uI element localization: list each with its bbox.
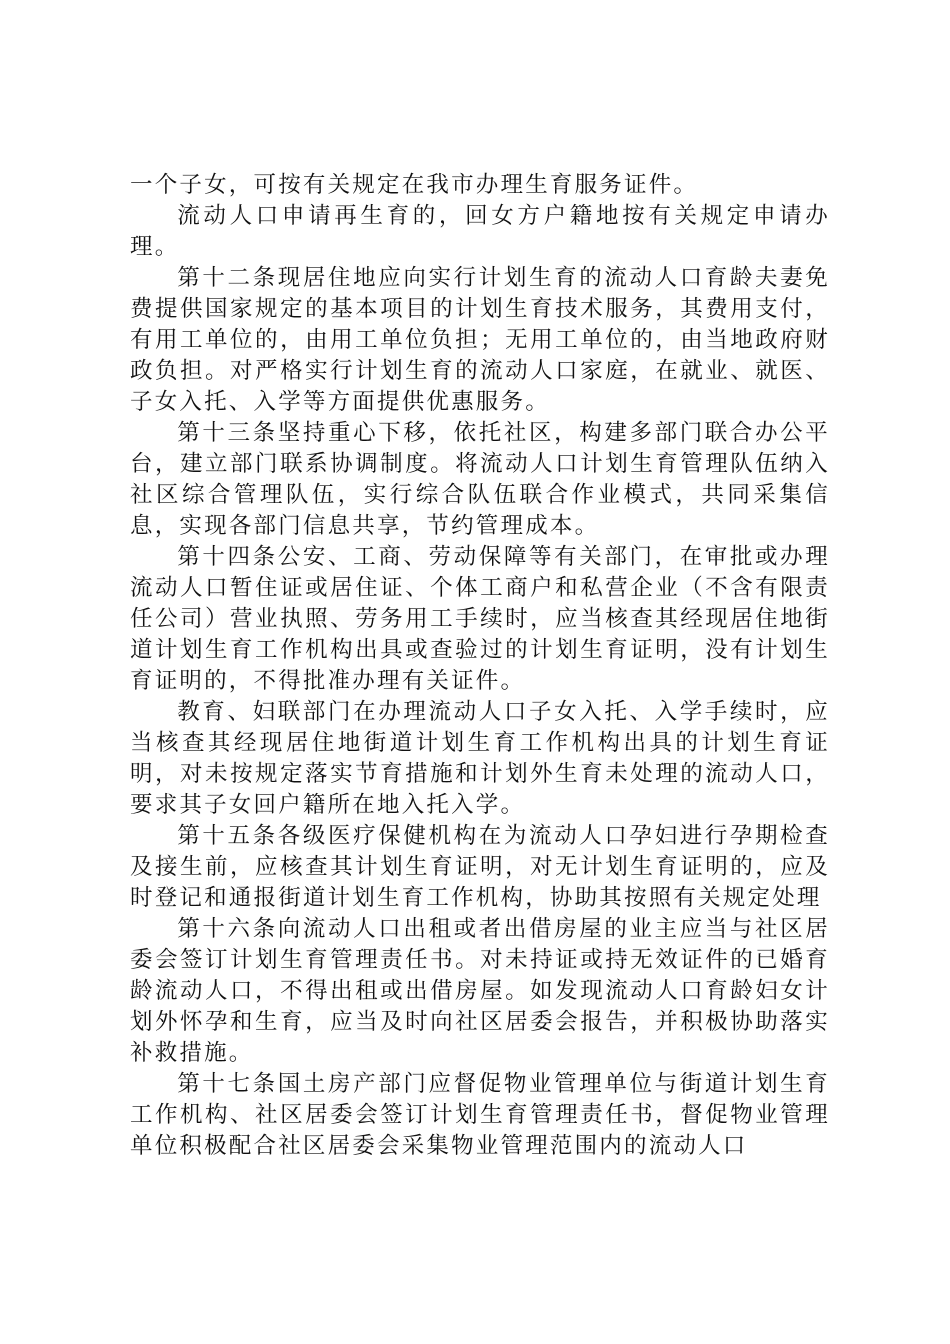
paragraph-article-14: 第十四条公安、工商、劳动保障等有关部门，在审批或办理流动人口暂住证或居住证、个体工商户和私营企业（不含有限责任公司）营业执照、劳务用工手续时，应当核查其经现居住地街道计划生育工作机构出具或查验过的计划生育证明，没有计划生育证明的，不得批准办理有关证件。 bbox=[130, 544, 830, 694]
paragraph-article-15: 第十五条各级医疗保健机构在为流动人口孕妇进行孕期检查及接生前，应核查其计划生育证明，对无计划生育证明的，应及时登记和通报街道计划生育工作机构，协助其按照有关规定处理 bbox=[130, 823, 830, 911]
paragraph-continuation: 一个子女，可按有关规定在我市办理生育服务证件。 bbox=[130, 172, 699, 198]
paragraph-remarriage-birth: 流动人口申请再生育的，回女方户籍地按有关规定申请办理。 bbox=[130, 203, 830, 260]
paragraph-article-13: 第十三条坚持重心下移，依托社区，构建多部门联合办公平台，建立部门联系协调制度。将流动人口计划生育管理队伍纳入社区综合管理队伍，实行综合队伍联合作业模式，共同采集信息，实现各部门信息共享，节约管理成本。 bbox=[130, 420, 830, 539]
paragraph-article-17: 第十七条国土房产部门应督促物业管理单位与街道计划生育工作机构、社区居委会签订计划生育管理责任书，督促物业管理单位积极配合社区居委会采集物业管理范围内的流动人口 bbox=[130, 1071, 830, 1159]
paragraph-article-16: 第十六条向流动人口出租或者出借房屋的业主应当与社区居委会签订计划生育管理责任书。对未持证或持无效证件的已婚育龄流动人口，不得出租或出借房屋。如发现流动人口育龄妇女计划外怀孕和生育，应当及时向社区居委会报告，并积极协助落实补救措施。 bbox=[130, 916, 830, 1066]
document-body bbox=[130, 170, 830, 1162]
paragraph-education-womens-federation: 教育、妇联部门在办理流动人口子女入托、入学手续时，应当核查其经现居住地街道计划生育工作机构出具的计划生育证明，对未按规定落实节育措施和计划外生育未处理的流动人口，要求其子女回户籍所在地入托入学。 bbox=[130, 699, 830, 818]
paragraph-article-12: 第十二条现居住地应向实行计划生育的流动人口育龄夫妻免费提供国家规定的基本项目的计划生育技术服务，其费用支付，有用工单位的，由用工单位负担；无用工单位的，由当地政府财政负担。对严格实行计划生育的流动人口家庭，在就业、就医、子女入托、入学等方面提供优惠服务。 bbox=[130, 265, 830, 415]
